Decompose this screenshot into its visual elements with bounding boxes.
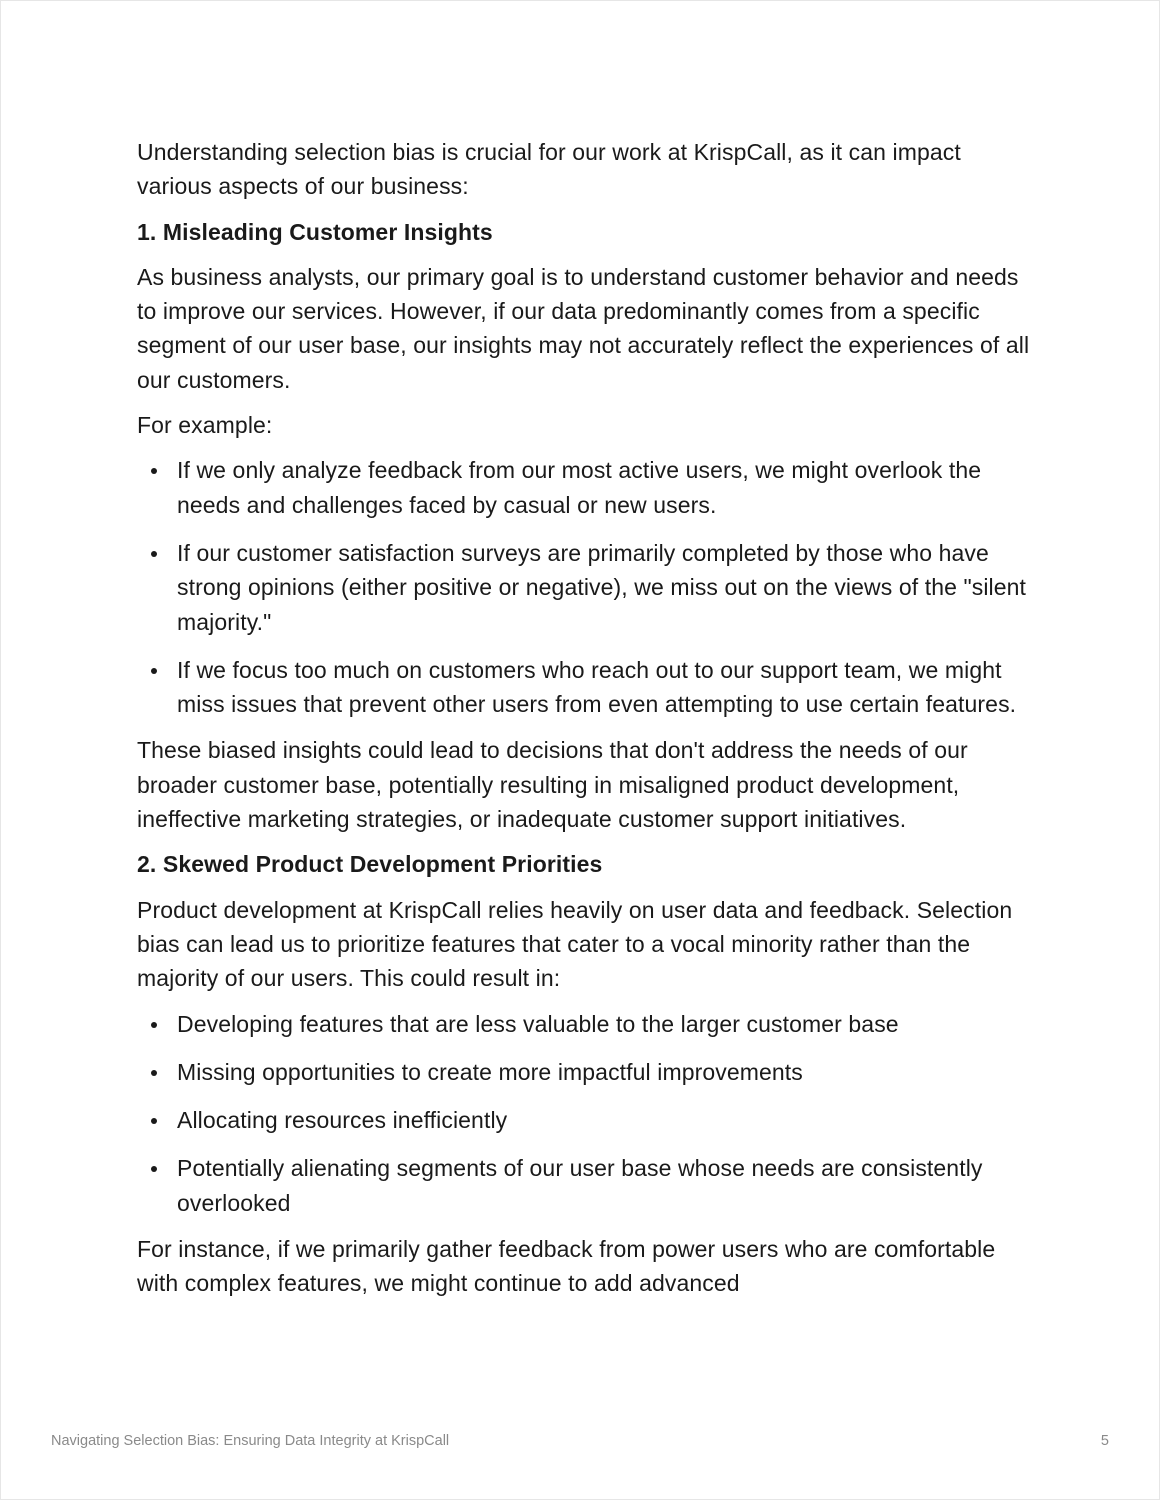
list-item: Developing features that are less valuable to the larger customer base [137,1007,1037,1041]
section2-bullet-list [137,1007,1037,1220]
example-label: For example: [137,412,273,439]
page-number: 5 [1100,1433,1109,1449]
list-item: If we focus too much on customers who reach out to our support team, we might miss issues that prevent other users from even attempting to use certain features. [137,653,1037,722]
list-item: If our customer satisfaction surveys are primarily completed by those who have strong opinions (either positive or negative), we miss out on the views of the "silent majority." [137,536,1037,639]
intro-paragraph: Understanding selection bias is crucial for our work at KrispCall, as it can impact various aspects of our business: [137,139,961,200]
section1-closing-paragraph: These biased insights could lead to decisions that don't address the needs of our broader customer base, potentially resulting in misaligned product development, ineffective marketing strategies, or inadequate customer support initiatives. [137,737,968,833]
list-item: If we only analyze feedback from our most active users, we might overlook the needs and challenges faced by casual or new users. [137,453,1037,522]
section-heading-misleading-insights: 1. Misleading Customer Insights [137,218,493,245]
footer-document-title: Navigating Selection Bias: Ensuring Data Integrity at KrispCall [51,1433,450,1449]
list-item: Potentially alienating segments of our user base whose needs are consistently overlooked [137,1151,1037,1220]
section2-paragraph: Product development at KrispCall relies heavily on user data and feedback. Selection bias can lead us to prioritize features that cater to a vocal minority rather than the majority of our users. This could result in: [137,896,1013,992]
section1-paragraph: As business analysts, our primary goal is to understand customer behavior and needs to improve our services. However, if our data predominantly comes from a specific segment of our user base, our insights may not accurately reflect the experiences of all our customers. [137,263,1030,393]
list-item: Allocating resources inefficiently [137,1103,1037,1137]
section2-closing-paragraph: For instance, if we primarily gather feedback from power users who are comfortable with complex features, we might continue to add advanced [137,1236,996,1297]
list-item: Missing opportunities to create more impactful improvements [137,1055,1037,1089]
page-body [137,135,1037,1312]
section1-bullet-list [137,453,1037,721]
section-heading-product-priorities: 2. Skewed Product Development Priorities [137,851,603,878]
